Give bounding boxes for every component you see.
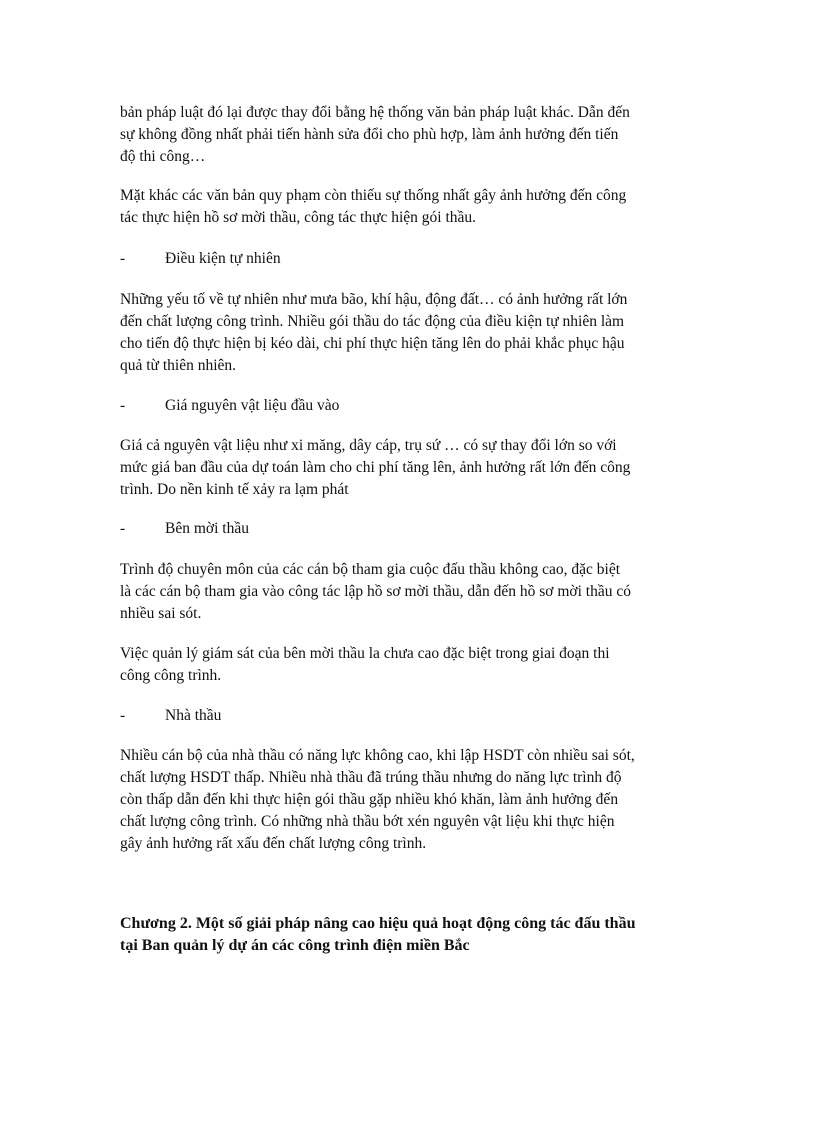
text-line: bản pháp luật đó lại được thay đổi bằng hệ thống văn bản pháp luật khác. Dẫn đến [120,104,630,121]
text-line: độ thi công… [120,148,206,165]
bullet-contractor [120,705,700,727]
paragraph-staff-expertise [120,559,700,625]
text-line: Mặt khác các văn bản quy phạm còn thiếu sự thống nhất gây ảnh hưởng đến công [120,187,627,204]
text-line: Việc quản lý giám sát của bên mời thầu la chưa cao đặc biệt trong giai đoạn thi [120,645,610,662]
text-line: chất lượng HSDT thấp. Nhiều nhà thầu đã trúng thầu nhưng do năng lực trình độ [120,769,622,786]
text-line: còn thấp dẫn đến khi thực hiện gói thầu gặp nhiều khó khăn, làm ảnh hưởng đến [120,791,619,808]
bullet-dash: - [120,707,126,724]
text-line: công công trình. [120,667,222,684]
bullet-procuring-entity [120,518,700,540]
heading-line: Chương 2. Một số giải pháp nâng cao hiệu quả hoạt động công tác đấu thầu [120,915,636,932]
text-line: nhiều sai sót. [120,605,202,622]
text-line: trình. Do nền kinh tế xảy ra lạm phát [120,481,349,498]
text-line: chất lượng công trình. Có những nhà thầu bớt xén nguyên vật liệu khi thực hiện [120,813,615,830]
bullet-material-prices [120,395,700,417]
paragraph-supervision [120,643,700,687]
text-line: Nhiều cán bộ của nhà thầu có năng lực không cao, khi lập HSDT còn nhiều sai sót, [120,747,635,764]
bullet-label: Nhà thầu [165,707,222,724]
bullet-dash: - [120,397,126,414]
paragraph-contractor-issues [120,745,700,855]
text-line: đến chất lượng công trình. Nhiều gói thầu do tác động của điều kiện tự nhiên làm [120,313,625,330]
text-line: Giá cả nguyên vật liệu như xi măng, dây cáp, trụ sứ … có sự thay đổi lớn so với [120,437,617,454]
paragraph-regulations [120,185,700,229]
paragraph-legal-changes [120,102,700,168]
text-line: Những yếu tố về tự nhiên như mưa bão, khí hậu, động đất… có ảnh hưởng rất lớn [120,291,628,308]
text-line: quả từ thiên nhiên. [120,357,237,374]
bullet-natural-conditions [120,248,700,270]
text-line: tác thực hiện hồ sơ mời thầu, công tác thực hiện gói thầu. [120,209,477,226]
text-line: mức giá ban đầu của dự toán làm cho chi phí tăng lên, ảnh hưởng rất lớn đến công [120,459,631,476]
bullet-dash: - [120,250,126,267]
paragraph-material-costs [120,435,700,501]
text-line: Trình độ chuyên môn của các cán bộ tham gia cuộc đấu thầu không cao, đặc biệt [120,561,621,578]
text-line: gây ảnh hưởng rất xấu đến chất lượng công trình. [120,835,427,852]
bullet-label: Bên mời thầu [165,520,249,537]
text-line: là các cán bộ tham gia vào công tác lập hồ sơ mời thầu, dẫn đến hồ sơ mời thầu có [120,583,631,600]
text-line: sự không đồng nhất phải tiến hành sửa đổi cho phù hợp, làm ảnh hưởng đến tiến [120,126,619,143]
bullet-label: Giá nguyên vật liệu đầu vào [165,397,340,414]
heading-line: tại Ban quản lý dự án các công trình điện miền Bắc [120,937,470,954]
chapter-heading [120,913,700,957]
paragraph-natural-factors [120,289,700,377]
bullet-label: Điều kiện tự nhiên [165,250,281,267]
bullet-dash: - [120,520,126,537]
text-line: cho tiến độ thực hiện bị kéo dài, chi phí thực hiện tăng lên do phải khắc phục hậu [120,335,625,352]
